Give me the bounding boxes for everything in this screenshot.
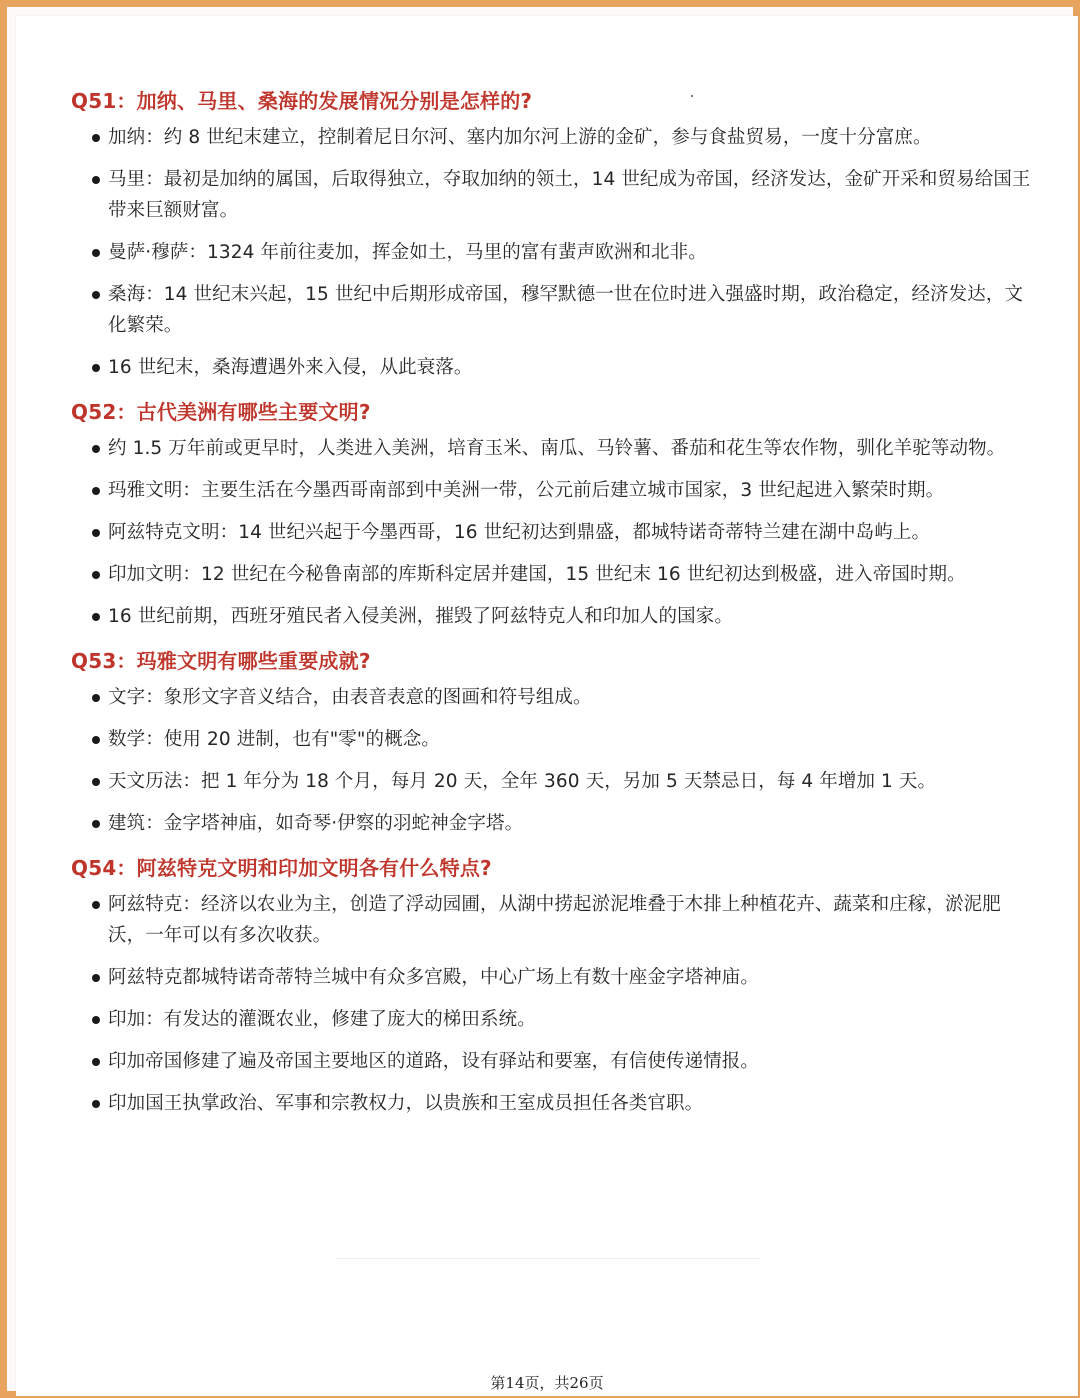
- list-item: 阿兹特克文明：14 世纪兴起于今墨西哥，16 世纪初达到鼎盛，都城特诺奇蒂特兰建在湖中岛屿上。: [71, 517, 1031, 548]
- list-item: 玛雅文明：主要生活在今墨西哥南部到中美洲一带，公元前后建立城市国家，3 世纪起进入繁荣时期。: [71, 475, 1031, 506]
- bullet-list-q53: [71, 682, 1031, 839]
- list-item: 天文历法：把 1 年分为 18 个月，每月 20 天，全年 360 天，另加 5 天禁忌日，每 4 年增加 1 天。: [71, 766, 1031, 797]
- section-title-q52: Q52：古代美洲有哪些主要文明?: [71, 400, 371, 424]
- bullet-list-q54: [71, 889, 1031, 1119]
- list-item: 曼萨·穆萨：1324 年前往麦加，挥金如土，马里的富有蜚声欧洲和北非。: [71, 237, 1031, 268]
- list-item: 印加帝国修建了遍及帝国主要地区的道路，设有驿站和要塞，有信使传递情报。: [71, 1046, 1031, 1077]
- list-item: 建筑：金字塔神庙，如奇琴·伊察的羽蛇神金字塔。: [71, 808, 1031, 839]
- list-item: 阿兹特克：经济以农业为主，创造了浮动园圃，从湖中捞起淤泥堆叠于木排上种植花卉、蔬菜和庄稼，淤泥肥沃，一年可以有多次收获。: [71, 889, 1031, 951]
- document-page: [16, 16, 1078, 1396]
- list-item: 文字：象形文字音义结合，由表音表意的图画和符号组成。: [71, 682, 1031, 713]
- section-title-q54: Q54：阿兹特克文明和印加文明各有什么特点?: [71, 856, 492, 880]
- list-item: 加纳：约 8 世纪末建立，控制着尼日尔河、塞内加尔河上游的金矿，参与食盐贸易，一度十分富庶。: [71, 122, 1031, 153]
- list-item: 16 世纪末，桑海遭遇外来入侵，从此衰落。: [71, 352, 1031, 383]
- bullet-list-q52: [71, 433, 1031, 632]
- list-item: 印加：有发达的灌溉农业，修建了庞大的梯田系统。: [71, 1004, 1031, 1035]
- bullet-list-q51: [71, 122, 1031, 383]
- list-item: 约 1.5 万年前或更早时，人类进入美洲，培育玉米、南瓜、马铃薯、番茄和花生等农作物，驯化羊驼等动物。: [71, 433, 1031, 464]
- list-item: 数学：使用 20 进制，也有"零"的概念。: [71, 724, 1031, 755]
- list-item: 印加文明：12 世纪在今秘鲁南部的库斯科定居并建国，15 世纪末 16 世纪初达到极盛，进入帝国时期。: [71, 559, 1031, 590]
- page-divider: [336, 1258, 760, 1259]
- list-item: 桑海：14 世纪末兴起，15 世纪中后期形成帝国，穆罕默德一世在位时进入强盛时期，政治稳定，经济发达，文化繁荣。: [71, 279, 1031, 341]
- section-title-q53: Q53：玛雅文明有哪些重要成就?: [71, 649, 371, 673]
- section-title-q51: Q51：加纳、马里、桑海的发展情况分别是怎样的?: [71, 89, 533, 113]
- list-item: 阿兹特克都城特诺奇蒂特兰城中有众多宫殿，中心广场上有数十座金字塔神庙。: [71, 962, 1031, 993]
- list-item: 16 世纪前期，西班牙殖民者入侵美洲，摧毁了阿兹特克人和印加人的国家。: [71, 601, 1031, 632]
- list-item: 印加国王执掌政治、军事和宗教权力，以贵族和王室成员担任各类官职。: [71, 1088, 1031, 1119]
- list-item: 马里：最初是加纳的属国，后取得独立，夺取加纳的领土，14 世纪成为帝国，经济发达，金矿开采和贸易给国王带来巨额财富。: [71, 164, 1031, 226]
- page-number-footer: 第14页，共26页: [490, 1374, 604, 1392]
- document-content: [71, 86, 1031, 1133]
